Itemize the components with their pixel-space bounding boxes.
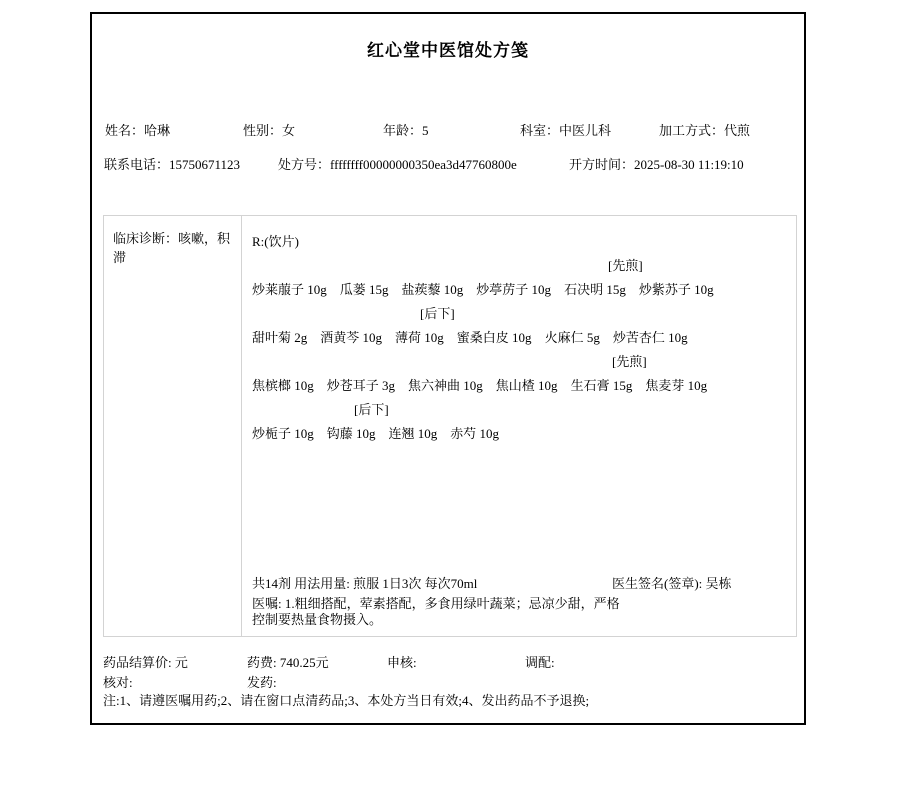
herb-item: 连翘 10g bbox=[388, 426, 438, 441]
prescription-box bbox=[103, 215, 797, 637]
patient-gender-value: 女 bbox=[282, 123, 296, 138]
herb-line bbox=[252, 278, 786, 302]
patient-name-field bbox=[105, 120, 170, 139]
decoction-tag: [先煎] bbox=[612, 354, 647, 369]
herb-item: 石决明 15g bbox=[564, 282, 626, 297]
herb-item: 赤芍 10g bbox=[450, 426, 500, 441]
herb-line bbox=[252, 374, 786, 398]
herb-item: 炒苍耳子 3g bbox=[326, 378, 396, 393]
patient-name-label: 姓名： bbox=[105, 123, 145, 138]
patient-age-label: 年龄： bbox=[383, 123, 423, 138]
footer-note: 注:1、请遵医嘱用药;2、请在窗口点清药品;3、本处方当日有效;4、发出药品不予退换; bbox=[103, 693, 590, 708]
diagnosis-value: 咳嗽，积滞 bbox=[113, 231, 231, 265]
decoction-tag-line bbox=[252, 398, 786, 422]
clinic-title: 红心堂中医馆处方笺 bbox=[367, 41, 529, 60]
herb-item: 炒莱菔子 10g bbox=[252, 282, 327, 297]
check-field: 核对: bbox=[103, 675, 133, 690]
prescription-number-label: 处方号： bbox=[278, 157, 331, 172]
herb-item: 生石膏 15g bbox=[570, 378, 633, 393]
prepare-field: 调配: bbox=[525, 655, 555, 670]
dosage-usage-text: 共14剂 用法用量: 煎服 1日3次 每次70ml bbox=[252, 576, 478, 591]
herb-item: 火麻仁 5g bbox=[544, 330, 600, 345]
herb-item: 炒苦杏仁 10g bbox=[612, 330, 688, 345]
herb-item: 瓜蒌 15g bbox=[339, 282, 389, 297]
diagnosis-label: 临床诊断： bbox=[113, 231, 179, 246]
issue-time-field bbox=[569, 154, 744, 173]
herb-line bbox=[252, 326, 786, 350]
decoction-tag-line bbox=[252, 350, 786, 374]
phone-label: 联系电话： bbox=[104, 157, 170, 172]
herb-item: 钩藤 10g bbox=[326, 426, 376, 441]
patient-gender-label: 性别： bbox=[243, 123, 283, 138]
settlement-row-1 bbox=[92, 652, 804, 669]
department-field bbox=[520, 120, 611, 139]
medical-advice-line: 医嘱: 1.粗细搭配，荤素搭配，多食用绿叶蔬菜；忌凉少甜，严格 bbox=[252, 596, 620, 611]
herb-item: 焦山楂 10g bbox=[495, 378, 558, 393]
decoction-tag: [后下] bbox=[420, 306, 455, 321]
herb-item: 炒紫苏子 10g bbox=[638, 282, 714, 297]
medical-advice-line: 控制要热量食物摄入。 bbox=[252, 612, 383, 627]
patient-age-field bbox=[383, 120, 429, 139]
herb-line bbox=[252, 422, 786, 446]
prescription-lines bbox=[252, 230, 786, 446]
decoction-tag-line bbox=[252, 254, 786, 278]
patient-name-value: 哈琳 bbox=[144, 123, 171, 138]
processing-method-label: 加工方式： bbox=[659, 123, 725, 138]
department-label: 科室： bbox=[520, 123, 560, 138]
patient-gender-field bbox=[243, 120, 295, 139]
phone-value: 15750671123 bbox=[169, 157, 241, 172]
herb-item: 炒栀子 10g bbox=[252, 426, 314, 441]
herb-item: 蜜桑白皮 10g bbox=[456, 330, 532, 345]
herb-item: 焦麦芽 10g bbox=[645, 378, 708, 393]
patient-age-value: 5 bbox=[422, 123, 429, 138]
issue-time-value: 2025-08-30 11:19:10 bbox=[634, 157, 744, 172]
herb-item: 炒葶苈子 10g bbox=[476, 282, 552, 297]
prescription-footer bbox=[252, 576, 786, 628]
decoction-tag-line bbox=[252, 302, 786, 326]
decoction-tag: [先煎] bbox=[608, 258, 643, 273]
herb-item: 甜叶菊 2g bbox=[252, 330, 308, 345]
diagnosis-cell bbox=[104, 216, 242, 636]
patient-info-row-1 bbox=[92, 120, 804, 137]
patient-info-row-2 bbox=[92, 154, 804, 171]
review-field: 申核: bbox=[387, 655, 417, 670]
doctor-signature: 医生签名(签章): 吴栋 bbox=[612, 576, 732, 591]
prescription-number-field bbox=[278, 154, 517, 173]
herb-item: 盐蒺藜 10g bbox=[401, 282, 464, 297]
settlement-row-2 bbox=[92, 672, 804, 689]
phone-field bbox=[104, 154, 240, 173]
decoction-tag: [后下] bbox=[354, 402, 389, 417]
herb-item: 酒黄芩 10g bbox=[320, 330, 383, 345]
rx-header: R:(饮片) bbox=[252, 234, 299, 249]
herb-item: 薄荷 10g bbox=[395, 330, 444, 345]
settle-price-field: 药品结算价: 元 bbox=[103, 655, 188, 670]
prescription-document bbox=[90, 12, 806, 725]
department-value: 中医儿科 bbox=[559, 123, 612, 138]
processing-method-field bbox=[659, 120, 750, 139]
dosage-row bbox=[252, 576, 786, 592]
medical-advice bbox=[252, 596, 786, 628]
issue-time-label: 开方时间： bbox=[569, 157, 635, 172]
herb-item: 焦六神曲 10g bbox=[408, 378, 483, 393]
medicine-fee-field: 药费: 740.25元 bbox=[247, 655, 329, 670]
herb-item: 焦槟榔 10g bbox=[252, 378, 314, 393]
dispense-field: 发药: bbox=[247, 675, 277, 690]
prescription-cell bbox=[242, 216, 796, 636]
prescription-number-value: ffffffff00000000350ea3d47760800e bbox=[330, 157, 517, 172]
processing-method-value: 代煎 bbox=[724, 123, 751, 138]
